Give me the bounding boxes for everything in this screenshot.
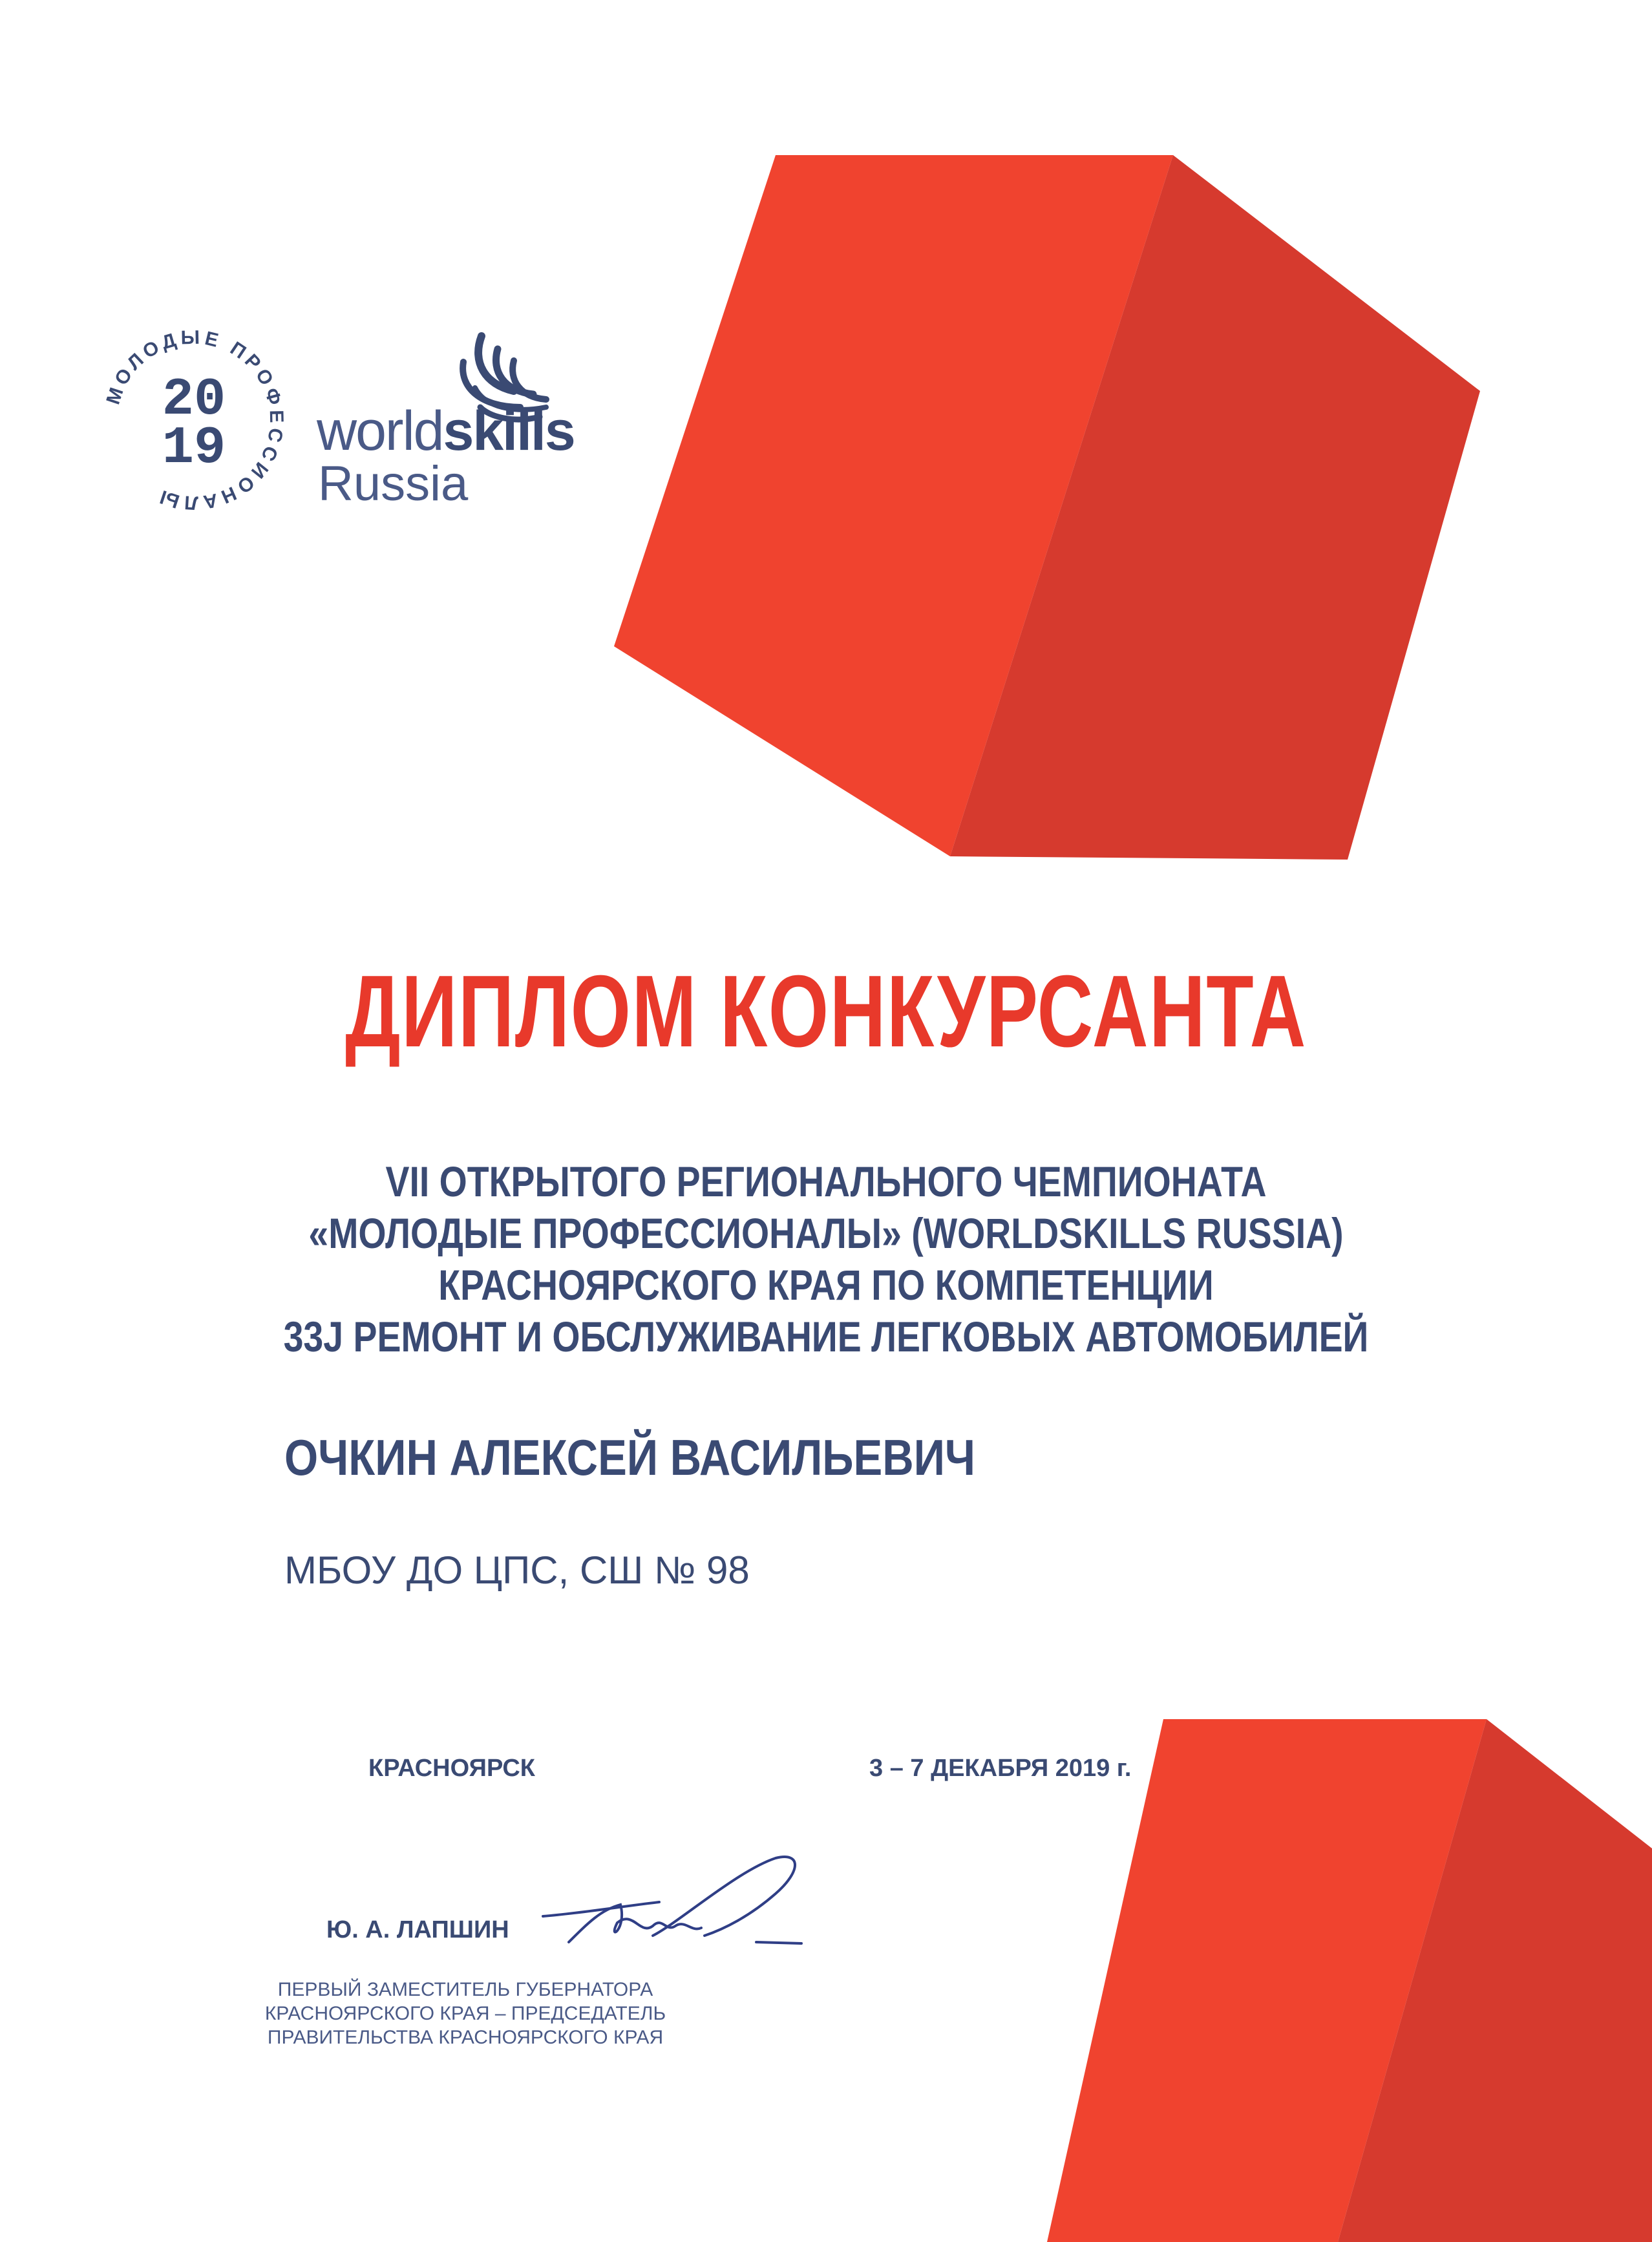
ws-word-light: world xyxy=(317,400,443,462)
diploma-title: ДИПЛОМ КОНКУРСАНТА xyxy=(345,955,1307,1068)
recipient-name: ОЧКИН АЛЕКСЕЙ ВАСИЛЬЕВИЧ xyxy=(284,1429,976,1486)
subtitle-line: КРАСНОЯРСКОГО КРАЯ ПО КОМПЕТЕНЦИИ xyxy=(438,1261,1214,1309)
signer-position-line: КРАСНОЯРСКОГО КРАЯ – ПРЕДСЕДАТЕЛЬ xyxy=(264,2003,666,2024)
young-professionals-badge-logo xyxy=(97,323,291,517)
event-city: КРАСНОЯРСК xyxy=(368,1755,535,1782)
badge-year-bottom: 19 xyxy=(162,418,226,478)
worldskills-wordmark xyxy=(317,399,575,463)
subtitle-line: «МОЛОДЫЕ ПРОФЕССИОНАЛЫ» (WORLDSKILLS RUSSIA) xyxy=(308,1209,1344,1257)
signer-name: Ю. А. ЛАПШИН xyxy=(326,1916,509,1943)
badge-ring-text: МОЛОДЫЕ ПРОФЕССИОНАЛЫ xyxy=(102,326,288,514)
signer-position-line: ПЕРВЫЙ ЗАМЕСТИТЕЛЬ ГУБЕРНАТОРА xyxy=(277,1979,653,2000)
recipient-organization: МБОУ ДО ЦПС, СШ № 98 xyxy=(284,1549,750,1592)
worldskills-country: Russia xyxy=(318,456,469,511)
ws-word-bold: skills xyxy=(443,400,575,462)
signer-position-line: ПРАВИТЕЛЬСТВА КРАСНОЯРСКОГО КРАЯ xyxy=(267,2027,664,2048)
subtitle-line: VII ОТКРЫТОГО РЕГИОНАЛЬНОГО ЧЕМПИОНАТА xyxy=(385,1158,1267,1205)
red-cube-small xyxy=(0,1680,1652,2242)
badge-year-top: 20 xyxy=(162,370,226,430)
event-dates: 3 – 7 ДЕКАБРЯ 2019 г. xyxy=(869,1755,1132,1782)
subtitle-line: 33J РЕМОНТ И ОБСЛУЖИВАНИЕ ЛЕГКОВЫХ АВТОМОБИЛЕЙ xyxy=(283,1313,1369,1360)
signer-position xyxy=(259,1978,672,2049)
handwritten-signature xyxy=(530,1845,814,1962)
